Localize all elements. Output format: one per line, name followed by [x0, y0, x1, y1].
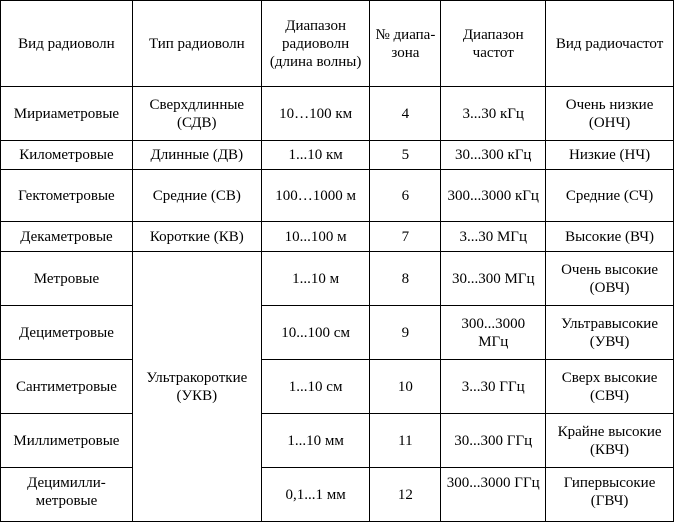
cell-frequency-kind: Сверх высокие (СВЧ) — [546, 360, 674, 414]
cell-frequency-kind: Гипервысокие (ГВЧ) — [546, 468, 674, 522]
cell-frequency-kind: Высокие (ВЧ) — [546, 222, 674, 252]
cell-frequency: 300...3000 кГц — [441, 170, 546, 222]
cell-frequency: 3...30 МГц — [441, 222, 546, 252]
table-row — [1, 360, 674, 414]
cell-wave-kind: Гектометровые — [1, 170, 133, 222]
table-row — [1, 141, 674, 170]
header-band-number: № диапа-зона — [370, 1, 441, 87]
cell-frequency: 3...30 кГц — [441, 87, 546, 141]
table-row — [1, 222, 674, 252]
cell-band-number: 10 — [370, 360, 441, 414]
cell-wave-type: Сверхдлинные (СДВ) — [132, 87, 261, 141]
cell-frequency-kind: Крайне высокие (КВЧ) — [546, 414, 674, 468]
cell-frequency: 3...30 ГГц — [441, 360, 546, 414]
header-frequency-range: Диапазон частот — [441, 1, 546, 87]
cell-frequency: 300...3000 МГц — [441, 306, 546, 360]
header-wavelength-range: Диапазон радиоволн (длина волны) — [261, 1, 370, 87]
header-wave-type: Тип радиоволн — [132, 1, 261, 87]
table-row — [1, 87, 674, 141]
cell-wave-type: Короткие (КВ) — [132, 222, 261, 252]
cell-wavelength: 1...10 м — [261, 252, 370, 306]
cell-wavelength: 100…1000 м — [261, 170, 370, 222]
cell-wavelength: 1...10 см — [261, 360, 370, 414]
cell-band-number: 8 — [370, 252, 441, 306]
table-row — [1, 252, 674, 306]
cell-wavelength: 1...10 км — [261, 141, 370, 170]
header-wave-kind: Вид радиоволн — [1, 1, 133, 87]
cell-wave-kind: Сантиметровые — [1, 360, 133, 414]
cell-frequency: 30...300 кГц — [441, 141, 546, 170]
header-row — [1, 1, 674, 87]
cell-wavelength: 0,1...1 мм — [261, 468, 370, 522]
table-row — [1, 306, 674, 360]
cell-wave-type: Средние (СВ) — [132, 170, 261, 222]
cell-wave-kind: Миллиметровые — [1, 414, 133, 468]
cell-wave-kind: Децимилли-метровые — [1, 468, 133, 522]
header-frequency-kind: Вид радиочастот — [546, 1, 674, 87]
cell-wave-kind: Километровые — [1, 141, 133, 170]
cell-band-number: 5 — [370, 141, 441, 170]
cell-band-number: 7 — [370, 222, 441, 252]
cell-wave-type: Длинные (ДВ) — [132, 141, 261, 170]
cell-ukv-merged: Ультракороткие (УКВ) — [132, 252, 261, 522]
cell-frequency-kind: Очень высокие (ОВЧ) — [546, 252, 674, 306]
table-row — [1, 170, 674, 222]
cell-frequency-kind: Ультравысокие (УВЧ) — [546, 306, 674, 360]
cell-wave-kind: Метровые — [1, 252, 133, 306]
cell-frequency: 30...300 ГГц — [441, 414, 546, 468]
cell-frequency-kind: Очень низкие (ОНЧ) — [546, 87, 674, 141]
cell-band-number: 9 — [370, 306, 441, 360]
table-row — [1, 414, 674, 468]
cell-band-number: 12 — [370, 468, 441, 522]
cell-frequency: 30...300 МГц — [441, 252, 546, 306]
cell-frequency-kind: Низкие (НЧ) — [546, 141, 674, 170]
cell-wave-kind: Декаметровые — [1, 222, 133, 252]
cell-band-number: 6 — [370, 170, 441, 222]
cell-frequency-kind: Средние (СЧ) — [546, 170, 674, 222]
cell-band-number: 11 — [370, 414, 441, 468]
cell-band-number: 4 — [370, 87, 441, 141]
cell-wavelength: 10...100 м — [261, 222, 370, 252]
cell-wavelength: 10…100 км — [261, 87, 370, 141]
table-row — [1, 468, 674, 522]
cell-wavelength: 1...10 мм — [261, 414, 370, 468]
cell-wavelength: 10...100 см — [261, 306, 370, 360]
cell-wave-kind: Дециметровые — [1, 306, 133, 360]
cell-frequency: 300...3000 ГГц — [441, 468, 546, 522]
cell-wave-kind: Мириаметровые — [1, 87, 133, 141]
